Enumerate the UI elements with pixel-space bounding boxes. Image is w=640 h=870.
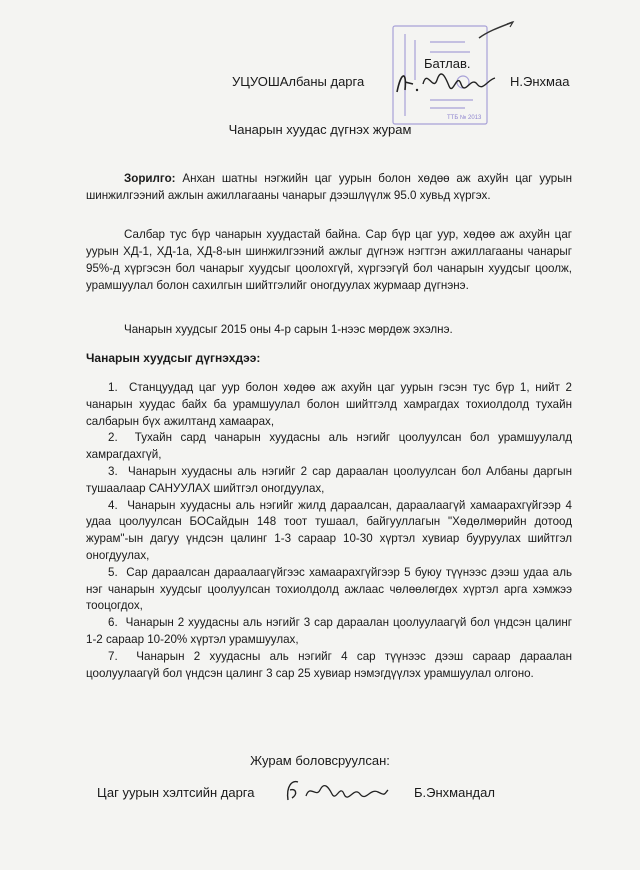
- list-item-number: 4.: [108, 498, 118, 512]
- list-item-text: Тухайн сард чанарын хуудасны аль нэгийг цоолуулсан бол урамшуулалд хамрагдахгүй,: [86, 431, 572, 462]
- list-item-text: Чанарын 2 хуудасны аль нэгийг 4 сар түүнээс дээш сараар дараалан цоолуулаагүй бол үндсэн цалинг 3 сар 25 хувиар нэмэгдүүлэх урамшуулал олгоно.: [86, 649, 572, 680]
- approval-label: Батлав.: [424, 56, 471, 71]
- approver-signature: [393, 62, 503, 102]
- list-item-text: Станцуудад цаг уур болон хөдөө аж ахуйн цаг уурын гэсэн тус бүр 1, нийт 2 чанарын хуудас байх ба урамшуулал болон шийтгэлд хамрагдах тохиолдолд тухайн салбарын бүх ажилтанд хамаарах,: [86, 381, 572, 428]
- list-item: [86, 430, 572, 464]
- paragraph-3-text: Чанарын хуудсыг 2015 оны 4-р сарын 1-нээс мөрдөж эхэлнэ.: [124, 323, 453, 336]
- section-heading: Чанарын хуудсыг дүгнэхдээ:: [86, 351, 261, 365]
- paragraph-2-text: Салбар тус бүр чанарын хуудастай байна. Сар бүр цаг уур, хөдөө аж ахуйн цаг уурын ХД-1, ХД-1а, ХД-8-ын шинжилгээний ажлыг дүгнэж нэгтгэн ажиллагааны чанарыг 95%-д хүргэсэн бол чанарыг хуудсыг цоолохгүй, хүргээгүй бол чанарын хуудсыг цоолж, урамшуулал болон сахилгын шийтгэлийг оногдуулах журмаар дүгнэнэ.: [86, 228, 572, 292]
- list-item: [86, 615, 572, 649]
- list-item-number: 5.: [108, 565, 118, 579]
- list-item-number: 2.: [108, 431, 118, 445]
- list-item: [86, 380, 572, 430]
- list-item-text: Чанарын 2 хуудасны аль нэгийг 3 сар дараалан цоолуулаагүй бол үндсэн цалинг 1-2 сараар 10-20% хүртэл урамшуулах,: [86, 616, 572, 646]
- approver-name: Н.Энхмаа: [510, 74, 570, 89]
- list-item-text: Чанарын хуудасны аль нэгийг 2 сар дараалан цоолуулсан бол Албаны даргын тушаалаар САНУУЛАХ шийтгэл оногдуулах,: [86, 464, 572, 495]
- list-item-number: 1.: [108, 381, 118, 394]
- goal-label: Зорилго:: [124, 172, 176, 185]
- list-item: [86, 464, 572, 498]
- stamp-text: ТТБ № 2013: [447, 115, 482, 121]
- list-item: [86, 649, 572, 683]
- document-title: Чанарын хуудас дүгнэх журам: [228, 122, 412, 137]
- list-item-number: 7.: [108, 649, 118, 663]
- author-position: Цаг уурын хэлтсийн дарга: [97, 785, 255, 800]
- footer-title: Журам боловсруулсан:: [250, 753, 390, 768]
- goal-text: Анхан шатны нэгжийн цаг уурын болон хөдөө аж ахуйн цаг уурын шинжилгээний ажлын ажиллагааны чанарыг дээшлүүлж 95.0 хувьд хүргэх.: [86, 172, 572, 202]
- paragraph-3: [86, 321, 572, 338]
- list-item: [86, 565, 572, 615]
- author-signature: [282, 776, 392, 806]
- author-name: Б.Энхмандал: [414, 785, 495, 800]
- paragraph-2: [86, 226, 572, 294]
- rules-list: [86, 380, 572, 682]
- list-item-text: Чанарын хуудасны аль нэгийг жилд дараалсан, дараалаагүй хамаарахгүйгээр 4 удаа цоолуулсан БОСайдын 148 тоот тушаал, байгууллагын "Хөдөлмөрийн дотоод журам"-ын дагуу үндсэн цалинг 1-3 сараар 10-30 хүртэл хувиар бууруулах шийтгэл оногдуулах,: [86, 498, 572, 562]
- approval-line: [232, 74, 570, 89]
- list-item-number: 3.: [108, 464, 118, 478]
- goal-paragraph: [86, 170, 572, 204]
- pen-stroke-mark: [477, 18, 517, 43]
- list-item: [86, 498, 572, 565]
- list-item-text: Сар дараалсан дараалаагүйгээс хамаарахгүйгээр 5 буюу түүнээс дээш удаа аль нэг чанарын хуудсыг цоолуулсан тохиолдолд ажлаас чөлөөлөгдөх хүртэл арга хэмжээ тооцогдох,: [86, 565, 572, 613]
- list-item-number: 6.: [108, 616, 118, 630]
- approver-position: УЦУОШАлбаны дарга: [232, 74, 365, 89]
